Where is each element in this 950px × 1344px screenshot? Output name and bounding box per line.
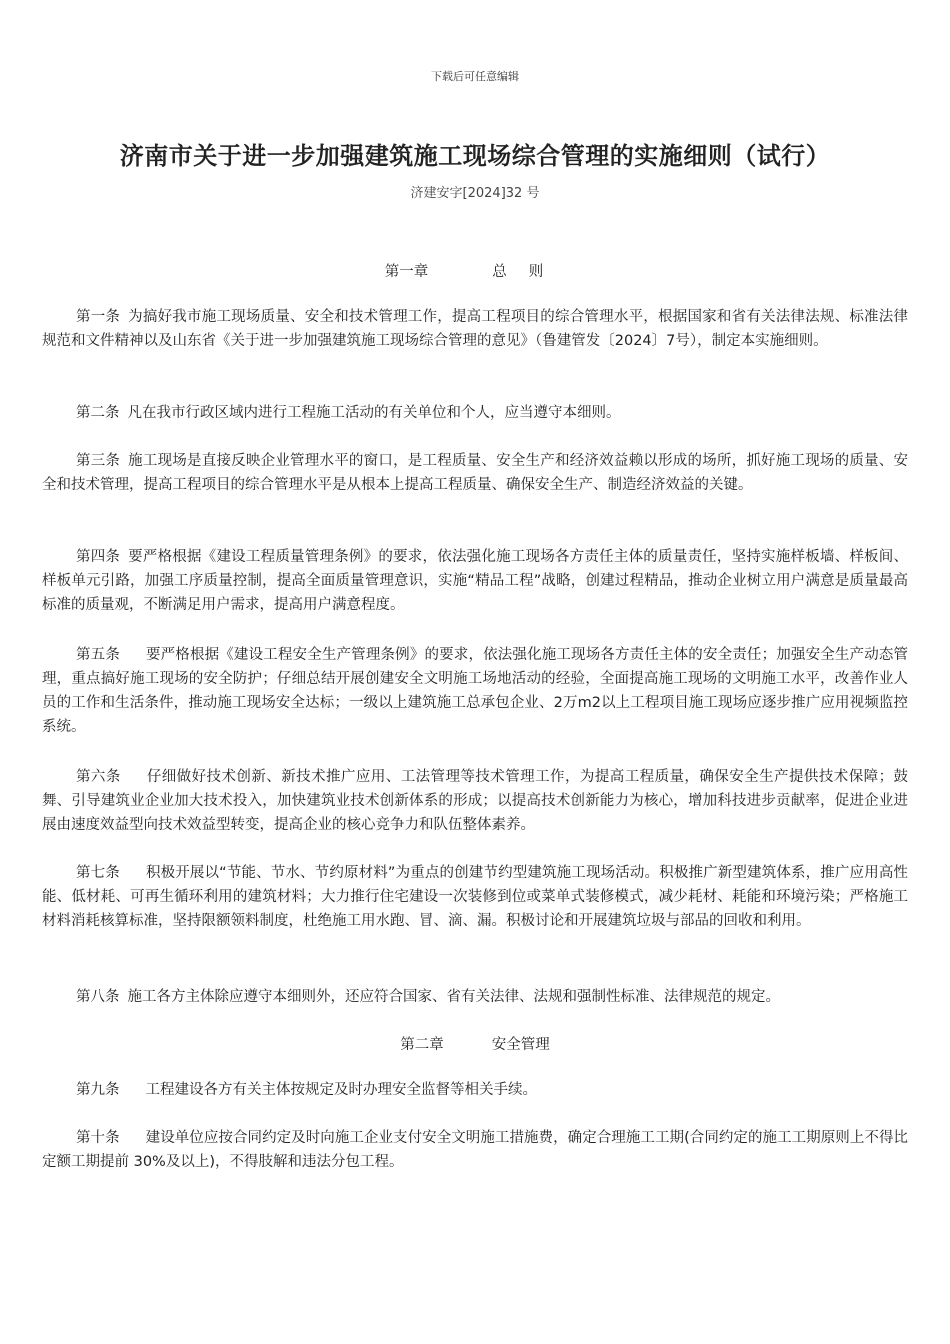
- chapter-number: 第一章: [384, 264, 429, 280]
- article-2: [42, 401, 908, 425]
- article-label: 第二条: [76, 405, 120, 421]
- article-10: [42, 1126, 908, 1174]
- header-note: 下载后可任意编辑: [431, 70, 519, 83]
- chapter-name: 安全管理: [491, 1037, 550, 1053]
- article-text: 为搞好我市施工现场质量、安全和技术管理工作，提高工程项目的综合管理水平，根据国家和省有关法律法规、标准法律规范和文件精神以及山东省《关于进一步加强建筑施工现场综合管理的意见》（鲁建管发〔2024〕7号），制定本实施细则。: [42, 309, 908, 349]
- article-label: 第四条: [76, 549, 121, 565]
- article-text: 工程建设各方有关主体按规定及时办理安全监督等相关手续。: [145, 1082, 537, 1098]
- article-label: 第十条: [76, 1130, 120, 1146]
- article-text: 凡在我市行政区域内进行工程施工活动的有关单位和个人，应当遵守本细则。: [127, 405, 621, 421]
- article-text: 要严格根据《建设工程安全生产管理条例》的要求，依法强化施工现场各方责任主体的安全责任；加强安全生产动态管理，重点搞好施工现场的安全防护；仔细总结开展创建安全文明施工场地活动的经验，全面提高施工现场的文明施工水平，改善作业人员的工作和生活条件，推动施工现场安全达标；一级以上建筑施工总承包企业、2万m2以上工程项目施工现场应逐步推广应用视频监控系统。: [42, 647, 909, 735]
- chapter-heading-1: [0, 260, 950, 281]
- article-text: 要严格根据《建设工程质量管理条例》的要求，依法强化施工现场各方责任主体的质量责任，坚持实施样板墙、样板间、样板单元引路，加强工序质量控制，提高全面质量管理意识，实施“精品工程”战略，创建过程精品，推动企业树立用户满意是质量最高标准的质量观，不断满足用户需求，提高用户满意程度。: [42, 549, 908, 613]
- document-title: 济南市关于进一步加强建筑施工现场综合管理的实施细则（试行）: [119, 142, 831, 170]
- article-label: 第一条: [76, 309, 121, 325]
- chapter-name: 总则: [492, 264, 566, 280]
- article-label: 第三条: [76, 453, 121, 469]
- article-text: 积极开展以“节能、节水、节约原材料”为重点的创建节约型建筑施工现场活动。积极推广新型建筑体系，推广应用高性能、低材耗、可再生循环利用的建筑材料；大力推行住宅建设一次装修到位或菜单式装修模式，减少耗材、耗能和环境污染；严格施工材料消耗核算标准，坚持限额领料制度，杜绝施工用水跑、冒、滴、漏。积极讨论和开展建筑垃圾与部品的回收和利用。: [42, 865, 908, 929]
- document-number: 济建安字[2024]32 号: [410, 186, 540, 201]
- article-5: [42, 643, 908, 739]
- article-text: 施工各方主体除应遵守本细则外，还应符合国家、省有关法律、法规和强制性标准、法律规范的规定。: [127, 989, 780, 1005]
- article-text: 建设单位应按合同约定及时向施工企业支付安全文明施工措施费，确定合理施工工期(合同约定的施工工期原则上不得比定额工期提前 30%及以上)，不得肢解和违法分包工程。: [42, 1130, 908, 1170]
- chapter-number: 第二章: [400, 1037, 444, 1053]
- article-text: 施工现场是直接反映企业管理水平的窗口，是工程质量、安全生产和经济效益赖以形成的场所，抓好施工现场的质量、安全和技术管理，提高工程项目的综合管理水平是从根本上提高工程质量、确保安全生产、制造经济效益的关键。: [42, 453, 908, 493]
- chapter-heading-2: [0, 1033, 950, 1054]
- article-7: [42, 861, 908, 933]
- article-label: 第六条: [76, 769, 121, 785]
- article-label: 第八条: [76, 989, 120, 1005]
- article-label: 第九条: [76, 1082, 120, 1098]
- article-6: [42, 765, 908, 837]
- article-4: [42, 545, 908, 617]
- article-text: 仔细做好技术创新、新技术推广应用、工法管理等技术管理工作，为提高工程质量，确保安全生产提供技术保障；鼓舞、引导建筑业企业加大技术投入，加快建筑业技术创新体系的形成；以提高技术创新能力为核心，增加科技进步贡献率，促进企业进展由速度效益型向技术效益型转变，提高企业的核心竞争力和队伍整体素养。: [42, 769, 909, 833]
- article-3: [42, 449, 908, 497]
- article-8: [42, 985, 908, 1009]
- article-9: [42, 1078, 908, 1102]
- article-1: [42, 305, 908, 353]
- article-label: 第七条: [76, 865, 120, 881]
- article-label: 第五条: [76, 647, 120, 663]
